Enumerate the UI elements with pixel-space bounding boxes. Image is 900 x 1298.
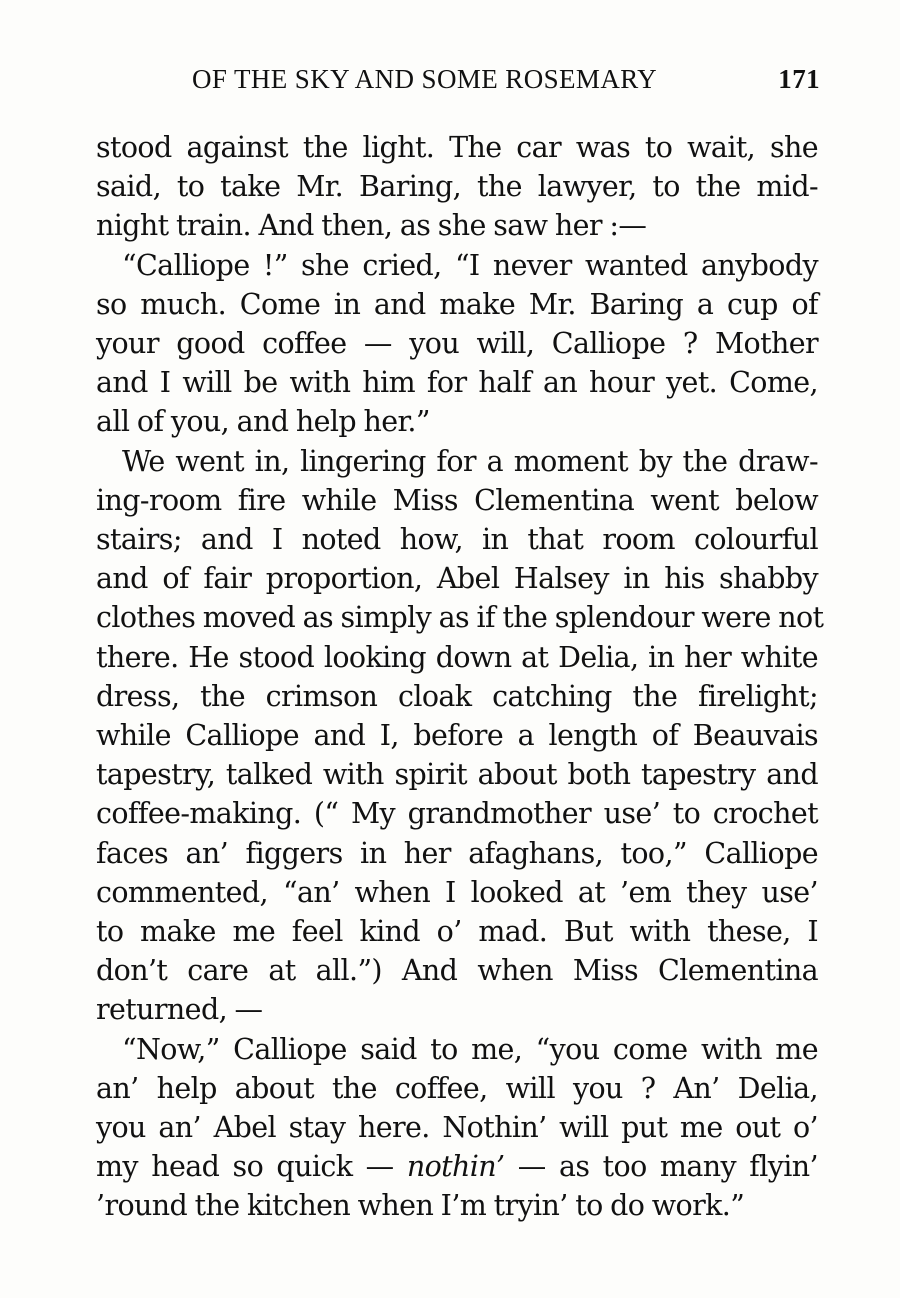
text-line: an’ help about the coffee, will you ? An’ Delia, <box>96 1071 818 1105</box>
body-text <box>96 128 824 1226</box>
text-line: ’round the kitchen when I’m tryin’ to do work.” <box>96 1189 745 1223</box>
text-line: to make me feel kind o’ mad. But with these, I <box>96 915 818 949</box>
text-line: don’t care at all.”) And when Miss Clementina <box>96 954 818 988</box>
text-fragment: my head so quick — <box>96 1150 407 1184</box>
text-line: and I will be with him for half an hour yet. Come, <box>96 366 818 400</box>
text-line: dress, the crimson cloak catching the firelight; <box>96 679 818 713</box>
text-line: tapestry, talked with spirit about both tapestry and <box>96 758 818 792</box>
text-line: there. He stood looking down at Delia, in her white <box>96 640 818 674</box>
text-line: you an’ Abel stay here. Nothin’ will put me out o’ <box>96 1111 818 1145</box>
text-line: “Now,” Calliope said to me, “you come with me <box>122 1032 818 1066</box>
text-line: your good coffee — you will, Calliope ? Mother <box>96 327 818 361</box>
text-line-with-emphasis <box>96 1147 818 1186</box>
text-line: so much. Come in and make Mr. Baring a cup of <box>96 287 818 321</box>
text-line: stairs; and I noted how, in that room colourful <box>96 523 818 557</box>
paragraph-4 <box>96 1030 818 1226</box>
text-line: coffee-making. (“ My grandmother use’ to crochet <box>96 797 818 831</box>
text-line: night train. And then, as she saw her :— <box>96 209 647 243</box>
paragraph-3 <box>96 442 824 1030</box>
text-line: said, to take Mr. Baring, the lawyer, to the mid- <box>96 170 818 204</box>
text-line: We went in, lingering for a moment by the draw- <box>122 444 818 478</box>
paragraph-1 <box>96 128 818 246</box>
text-line: clothes moved as simply as if the splendour were not <box>96 601 824 635</box>
text-fragment: — as too many flyin’ <box>504 1150 818 1184</box>
text-line: and of fair proportion, Abel Halsey in his shabby <box>96 562 818 596</box>
emphasized-word: nothin’ <box>406 1150 505 1184</box>
paragraph-2 <box>96 246 818 442</box>
text-line: commented, “an’ when I looked at ’em they use’ <box>96 875 818 909</box>
text-line: while Calliope and I, before a length of Beauvais <box>96 719 818 753</box>
text-line: ing-room fire while Miss Clementina went below <box>96 483 818 517</box>
page-number: 171 <box>778 64 820 94</box>
text-line: all of you, and help her.” <box>96 405 430 439</box>
text-line: returned, — <box>96 993 263 1027</box>
running-head <box>96 64 820 104</box>
text-line: “Calliope !” she cried, “I never wanted anybody <box>122 248 818 282</box>
running-title: OF THE SKY AND SOME ROSEMARY <box>192 64 658 94</box>
text-line: faces an’ figgers in her afaghans, too,” Calliope <box>96 836 818 870</box>
text-line: stood against the light. The car was to wait, she <box>96 131 818 164</box>
